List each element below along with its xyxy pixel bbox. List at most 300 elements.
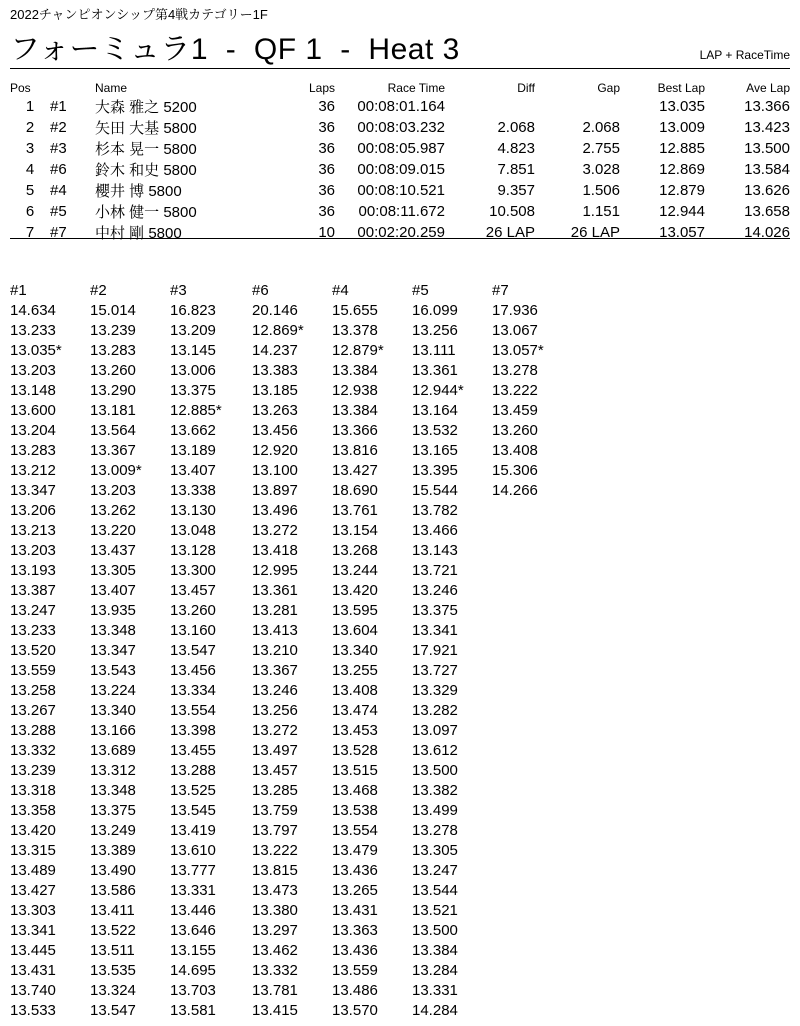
lap-time: 13.246 bbox=[252, 682, 298, 699]
ave-lap-cell: 14.026 bbox=[744, 224, 790, 241]
lap-time: 13.210 bbox=[252, 642, 298, 659]
lap-column bbox=[252, 281, 332, 1021]
lap-time: 13.782 bbox=[412, 502, 458, 519]
lap-time: 13.646 bbox=[170, 922, 216, 939]
lap-time: 16.099 bbox=[412, 302, 458, 319]
lap-time: 13.383 bbox=[252, 362, 298, 379]
table-row bbox=[10, 138, 790, 159]
lap-time: 13.260 bbox=[90, 362, 136, 379]
lap-time: 13.341 bbox=[412, 622, 458, 639]
lap-time: 13.520 bbox=[10, 642, 56, 659]
lap-time: 13.282 bbox=[412, 702, 458, 719]
lap-time: 13.312 bbox=[90, 762, 136, 779]
table-row bbox=[10, 117, 790, 138]
lap-time: 17.936 bbox=[492, 302, 538, 319]
lap-time: 13.559 bbox=[10, 662, 56, 679]
lap-time: 13.204 bbox=[10, 422, 56, 439]
pos-cell: 5 bbox=[25, 182, 35, 199]
lap-time: 13.431 bbox=[10, 962, 56, 979]
lap-time: 13.436 bbox=[332, 862, 378, 879]
gap-cell: 3.028 bbox=[582, 161, 620, 178]
table-row bbox=[10, 159, 790, 180]
lap-time: 13.689 bbox=[90, 742, 136, 759]
lap-time: 15.655 bbox=[332, 302, 378, 319]
page-title: フォーミュラ1 - QF 1 - Heat 3 bbox=[10, 33, 460, 66]
lap-time: 13.367 bbox=[252, 662, 298, 679]
lap-column bbox=[90, 281, 170, 1021]
lap-time: 13.545 bbox=[170, 802, 216, 819]
lap-time: 13.193 bbox=[10, 562, 56, 579]
lap-time: 13.378 bbox=[332, 322, 378, 339]
lap-time: 13.154 bbox=[332, 522, 378, 539]
lap-time: 13.189 bbox=[170, 442, 216, 459]
best-lap-cell: 13.009 bbox=[659, 119, 705, 136]
lap-time: 13.407 bbox=[170, 462, 216, 479]
lap-time: 13.268 bbox=[332, 542, 378, 559]
best-lap-cell: 12.885 bbox=[659, 140, 705, 157]
lap-time: 13.759 bbox=[252, 802, 298, 819]
laps-cell: 36 bbox=[318, 203, 335, 220]
lap-time: 13.332 bbox=[252, 962, 298, 979]
lap-time: 13.331 bbox=[412, 982, 458, 999]
lap-time: 13.303 bbox=[10, 902, 56, 919]
race-time-cell: 00:08:03.232 bbox=[357, 119, 445, 136]
lap-time: 15.306 bbox=[492, 462, 538, 479]
lap-time: 13.777 bbox=[170, 862, 216, 879]
lap-time: 13.466 bbox=[412, 522, 458, 539]
lap-time: 13.431 bbox=[332, 902, 378, 919]
pos-cell: 2 bbox=[25, 119, 35, 136]
gap-cell: 2.068 bbox=[582, 119, 620, 136]
race-time-cell: 00:08:10.521 bbox=[357, 182, 445, 199]
lap-time: 13.456 bbox=[170, 662, 216, 679]
pos-cell: 4 bbox=[25, 161, 35, 178]
lap-time: 13.554 bbox=[170, 702, 216, 719]
table-row bbox=[10, 201, 790, 222]
diff-cell: 4.823 bbox=[497, 140, 535, 157]
lap-time: 13.559 bbox=[332, 962, 378, 979]
lap-time: 13.305 bbox=[90, 562, 136, 579]
lap-time: 14.266 bbox=[492, 482, 538, 499]
lap-time: 13.453 bbox=[332, 722, 378, 739]
lap-time: 13.288 bbox=[170, 762, 216, 779]
lap-time: 13.206 bbox=[10, 502, 56, 519]
ave-lap-cell: 13.584 bbox=[744, 161, 790, 178]
lap-column-car-header: #2 bbox=[90, 282, 107, 299]
laps-cell: 36 bbox=[318, 140, 335, 157]
lap-time: 13.497 bbox=[252, 742, 298, 759]
lap-column-car-header: #6 bbox=[252, 282, 269, 299]
driver-name-cell: 矢田 大基 5800 bbox=[95, 120, 197, 137]
pos-cell: 7 bbox=[25, 224, 35, 241]
lap-time: 13.387 bbox=[10, 582, 56, 599]
lap-time: 13.363 bbox=[332, 922, 378, 939]
lap-time: 13.474 bbox=[332, 702, 378, 719]
lap-time: 13.761 bbox=[332, 502, 378, 519]
lap-time: 13.209 bbox=[170, 322, 216, 339]
lap-time: 13.547 bbox=[90, 1002, 136, 1019]
lap-time: 13.100 bbox=[252, 462, 298, 479]
lap-time: 13.500 bbox=[412, 762, 458, 779]
results-bottom-divider bbox=[10, 238, 790, 239]
diff-cell: 7.851 bbox=[497, 161, 535, 178]
lap-time: 13.427 bbox=[332, 462, 378, 479]
lap-time: 13.515 bbox=[332, 762, 378, 779]
lap-column-car-header: #1 bbox=[10, 282, 27, 299]
lap-time: 13.570 bbox=[332, 1002, 378, 1019]
laps-cell: 36 bbox=[318, 119, 335, 136]
lap-time: 13.297 bbox=[252, 922, 298, 939]
lap-time: 12.920 bbox=[252, 442, 298, 459]
lap-time: 13.415 bbox=[252, 1002, 298, 1019]
lap-time: 13.473 bbox=[252, 882, 298, 899]
col-pos-header: Pos bbox=[10, 80, 31, 95]
lap-time: 13.111 bbox=[412, 342, 456, 359]
lap-column bbox=[412, 281, 492, 1021]
lap-time: 13.267 bbox=[10, 702, 56, 719]
lap-time: 13.455 bbox=[170, 742, 216, 759]
lap-time: 13.395 bbox=[412, 462, 458, 479]
lap-time: 13.413 bbox=[252, 622, 298, 639]
lap-time: 13.457 bbox=[252, 762, 298, 779]
car-number-cell: #1 bbox=[50, 98, 67, 115]
car-number-cell: #3 bbox=[50, 140, 67, 157]
gap-cell: 1.506 bbox=[582, 182, 620, 199]
lap-time: 13.486 bbox=[332, 982, 378, 999]
lap-time: 13.721 bbox=[412, 562, 458, 579]
gap-cell: 2.755 bbox=[582, 140, 620, 157]
driver-name-cell: 小林 健一 5800 bbox=[95, 204, 197, 221]
lap-time: 13.361 bbox=[252, 582, 298, 599]
lap-time: 13.305 bbox=[412, 842, 458, 859]
lap-time: 13.283 bbox=[90, 342, 136, 359]
lap-time: 13.239 bbox=[10, 762, 56, 779]
lap-time: 13.246 bbox=[412, 582, 458, 599]
diff-cell bbox=[445, 96, 535, 117]
lap-time: 13.358 bbox=[10, 802, 56, 819]
lap-time: 13.249 bbox=[90, 822, 136, 839]
lap-time: 13.130 bbox=[170, 502, 216, 519]
lap-time: 13.398 bbox=[170, 722, 216, 739]
lap-time: 13.420 bbox=[332, 582, 378, 599]
col-ave-lap-header: Ave Lap bbox=[746, 80, 790, 95]
lap-time: 13.281 bbox=[252, 602, 298, 619]
lap-time: 13.341 bbox=[10, 922, 56, 939]
lap-time: 13.445 bbox=[10, 942, 56, 959]
diff-cell: 9.357 bbox=[497, 182, 535, 199]
lap-time: 13.407 bbox=[90, 582, 136, 599]
lap-time: 13.272 bbox=[252, 522, 298, 539]
lap-time: 14.237 bbox=[252, 342, 298, 359]
lap-time: 13.595 bbox=[332, 602, 378, 619]
lap-time: 13.586 bbox=[90, 882, 136, 899]
lap-time: 13.564 bbox=[90, 422, 136, 439]
lap-time: 13.375 bbox=[412, 602, 458, 619]
lap-time: 13.528 bbox=[332, 742, 378, 759]
lap-time: 13.285 bbox=[252, 782, 298, 799]
lap-time: 13.164 bbox=[412, 402, 458, 419]
lap-time: 13.543 bbox=[90, 662, 136, 679]
lap-time: 13.318 bbox=[10, 782, 56, 799]
lap-time: 12.944* bbox=[412, 382, 464, 399]
lap-time: 13.160 bbox=[170, 622, 216, 639]
driver-name-cell: 大森 雅之 5200 bbox=[95, 99, 197, 116]
driver-name-cell: 鈴木 和史 5800 bbox=[95, 162, 197, 179]
lap-time: 13.315 bbox=[10, 842, 56, 859]
lap-time: 13.361 bbox=[412, 362, 458, 379]
lap-time: 13.727 bbox=[412, 662, 458, 679]
diff-cell: 2.068 bbox=[497, 119, 535, 136]
lap-time: 14.695 bbox=[170, 962, 216, 979]
lap-time: 12.885* bbox=[170, 402, 222, 419]
car-number-cell: #7 bbox=[50, 224, 67, 241]
lap-time: 13.366 bbox=[332, 422, 378, 439]
race-time-cell: 00:08:05.987 bbox=[357, 140, 445, 157]
best-lap-cell: 12.944 bbox=[659, 203, 705, 220]
lap-time: 13.380 bbox=[252, 902, 298, 919]
ave-lap-cell: 13.423 bbox=[744, 119, 790, 136]
race-time-cell: 00:08:09.015 bbox=[357, 161, 445, 178]
lap-time: 13.511 bbox=[90, 942, 135, 959]
lap-time: 13.612 bbox=[412, 742, 458, 759]
lap-time: 13.035* bbox=[10, 342, 62, 359]
lap-time: 13.338 bbox=[170, 482, 216, 499]
lap-time: 13.533 bbox=[10, 1002, 56, 1019]
gap-cell bbox=[535, 96, 620, 117]
lap-time: 13.521 bbox=[412, 902, 458, 919]
lap-time: 13.256 bbox=[252, 702, 298, 719]
lap-time: 13.256 bbox=[412, 322, 458, 339]
table-row bbox=[10, 222, 790, 243]
lap-time: 13.181 bbox=[90, 402, 136, 419]
lap-time: 13.604 bbox=[332, 622, 378, 639]
results-header-row bbox=[10, 79, 790, 96]
lap-time: 13.418 bbox=[252, 542, 298, 559]
lap-time: 13.332 bbox=[10, 742, 56, 759]
col-name-header: Name bbox=[95, 80, 128, 95]
lap-time: 13.262 bbox=[90, 502, 136, 519]
lap-time: 13.255 bbox=[332, 662, 378, 679]
lap-time: 13.239 bbox=[90, 322, 136, 339]
lap-time: 13.389 bbox=[90, 842, 136, 859]
lap-time: 13.247 bbox=[10, 602, 56, 619]
lap-time: 13.427 bbox=[10, 882, 56, 899]
lap-time: 13.258 bbox=[10, 682, 56, 699]
lap-time: 13.367 bbox=[90, 442, 136, 459]
car-number-cell: #6 bbox=[50, 161, 67, 178]
lap-time: 14.634 bbox=[10, 302, 56, 319]
lap-time: 13.166 bbox=[90, 722, 136, 739]
lap-time: 13.244 bbox=[332, 562, 378, 579]
lap-time: 13.436 bbox=[332, 942, 378, 959]
lap-time: 13.532 bbox=[412, 422, 458, 439]
lap-time: 13.347 bbox=[10, 482, 56, 499]
table-row bbox=[10, 96, 790, 117]
lap-time: 13.247 bbox=[412, 862, 458, 879]
lap-time: 13.935 bbox=[90, 602, 136, 619]
laps-cell: 36 bbox=[318, 98, 335, 115]
lap-time: 12.869* bbox=[252, 322, 304, 339]
lap-column bbox=[332, 281, 412, 1021]
laps-cell: 36 bbox=[318, 161, 335, 178]
diff-cell: 10.508 bbox=[489, 203, 535, 220]
lap-time: 13.703 bbox=[170, 982, 216, 999]
lap-time: 13.203 bbox=[10, 542, 56, 559]
lap-time: 13.272 bbox=[252, 722, 298, 739]
lap-time: 13.145 bbox=[170, 342, 216, 359]
lap-time: 13.222 bbox=[252, 842, 298, 859]
lap-time: 13.490 bbox=[90, 862, 136, 879]
lap-column-car-header: #3 bbox=[170, 282, 187, 299]
lap-time: 13.384 bbox=[332, 362, 378, 379]
lap-time: 13.740 bbox=[10, 982, 56, 999]
table-row bbox=[10, 180, 790, 201]
driver-name-cell: 中村 剛 5800 bbox=[95, 225, 182, 242]
lap-time: 13.535 bbox=[90, 962, 136, 979]
lap-time: 13.283 bbox=[10, 442, 56, 459]
ave-lap-cell: 13.658 bbox=[744, 203, 790, 220]
lap-time: 13.348 bbox=[90, 622, 136, 639]
lap-time: 13.220 bbox=[90, 522, 136, 539]
race-time-cell: 00:08:11.672 bbox=[358, 203, 445, 220]
lap-time: 13.222 bbox=[492, 382, 538, 399]
car-number-cell: #4 bbox=[50, 182, 67, 199]
pos-cell: 1 bbox=[25, 98, 35, 115]
lap-time: 13.411 bbox=[90, 902, 135, 919]
lap-time: 13.006 bbox=[170, 362, 216, 379]
lap-time: 13.815 bbox=[252, 862, 298, 879]
ave-lap-cell: 13.366 bbox=[744, 98, 790, 115]
lap-time: 13.499 bbox=[412, 802, 458, 819]
lap-time: 13.420 bbox=[10, 822, 56, 839]
lap-time: 13.797 bbox=[252, 822, 298, 839]
lap-time: 13.224 bbox=[90, 682, 136, 699]
ave-lap-cell: 13.626 bbox=[744, 182, 790, 199]
lap-time: 13.610 bbox=[170, 842, 216, 859]
lap-time: 13.662 bbox=[170, 422, 216, 439]
lap-time: 13.331 bbox=[170, 882, 216, 899]
lap-time: 18.690 bbox=[332, 482, 378, 499]
lap-time: 13.600 bbox=[10, 402, 56, 419]
lap-time: 13.554 bbox=[332, 822, 378, 839]
lap-time: 13.128 bbox=[170, 542, 216, 559]
laps-cell: 36 bbox=[318, 182, 335, 199]
lap-time: 13.278 bbox=[492, 362, 538, 379]
col-diff-header: Diff bbox=[517, 80, 535, 95]
top-divider bbox=[10, 68, 790, 69]
lap-time: 13.462 bbox=[252, 942, 298, 959]
diff-cell: 26 LAP bbox=[485, 224, 535, 241]
lap-time: 13.408 bbox=[332, 682, 378, 699]
lap-time: 13.781 bbox=[252, 982, 298, 999]
lap-time: 13.525 bbox=[170, 782, 216, 799]
lap-time: 13.538 bbox=[332, 802, 378, 819]
lap-time: 15.544 bbox=[412, 482, 458, 499]
lap-time: 14.284 bbox=[412, 1002, 458, 1019]
lap-column-car-header: #4 bbox=[332, 282, 349, 299]
lap-time: 15.014 bbox=[90, 302, 136, 319]
lap-time: 13.067 bbox=[492, 322, 538, 339]
lap-time: 13.278 bbox=[412, 822, 458, 839]
lap-time: 13.816 bbox=[332, 442, 378, 459]
lap-time: 13.384 bbox=[332, 402, 378, 419]
lap-time: 12.879* bbox=[332, 342, 384, 359]
lap-time: 12.995 bbox=[252, 562, 298, 579]
lap-time: 13.213 bbox=[10, 522, 56, 539]
lap-column-car-header: #7 bbox=[492, 282, 509, 299]
lap-time: 13.544 bbox=[412, 882, 458, 899]
driver-name-cell: 櫻井 博 5800 bbox=[95, 183, 182, 200]
lap-time: 13.897 bbox=[252, 482, 298, 499]
lap-time: 13.459 bbox=[492, 402, 538, 419]
col-best-lap-header: Best Lap bbox=[657, 80, 705, 95]
lap-time: 13.522 bbox=[90, 922, 136, 939]
col-laps-header: Laps bbox=[308, 80, 335, 95]
lap-time: 13.547 bbox=[170, 642, 216, 659]
lap-time: 13.260 bbox=[492, 422, 538, 439]
lap-time: 13.457 bbox=[170, 582, 216, 599]
best-lap-cell: 12.879 bbox=[659, 182, 705, 199]
lap-time: 13.334 bbox=[170, 682, 216, 699]
lap-time: 13.265 bbox=[332, 882, 378, 899]
lap-time: 13.263 bbox=[252, 402, 298, 419]
lap-time: 12.938 bbox=[332, 382, 378, 399]
lap-time: 13.347 bbox=[90, 642, 136, 659]
pos-cell: 3 bbox=[25, 140, 35, 157]
lap-time: 13.324 bbox=[90, 982, 136, 999]
lap-time: 13.446 bbox=[170, 902, 216, 919]
lap-time: 13.340 bbox=[332, 642, 378, 659]
lap-time: 13.203 bbox=[10, 362, 56, 379]
lap-time: 13.384 bbox=[412, 942, 458, 959]
lap-time: 13.300 bbox=[170, 562, 216, 579]
lap-time: 16.823 bbox=[170, 302, 216, 319]
lap-time: 13.419 bbox=[170, 822, 216, 839]
lap-time: 13.489 bbox=[10, 862, 56, 879]
lap-time: 13.375 bbox=[170, 382, 216, 399]
ave-lap-cell: 13.500 bbox=[744, 140, 790, 157]
lap-time: 13.048 bbox=[170, 522, 216, 539]
lap-time: 13.185 bbox=[252, 382, 298, 399]
lap-time: 13.408 bbox=[492, 442, 538, 459]
lap-time: 17.921 bbox=[412, 642, 458, 659]
report-mode-label: LAP + RaceTime bbox=[699, 48, 790, 62]
lap-time: 13.500 bbox=[412, 922, 458, 939]
lap-time: 13.340 bbox=[90, 702, 136, 719]
lap-time: 13.375 bbox=[90, 802, 136, 819]
car-number-cell: #5 bbox=[50, 203, 67, 220]
lap-time: 13.233 bbox=[10, 622, 56, 639]
lap-time: 13.288 bbox=[10, 722, 56, 739]
lap-column-car-header: #5 bbox=[412, 282, 429, 299]
lap-time: 13.284 bbox=[412, 962, 458, 979]
lap-time: 13.496 bbox=[252, 502, 298, 519]
lap-time: 13.479 bbox=[332, 842, 378, 859]
gap-cell: 1.151 bbox=[582, 203, 620, 220]
race-time-cell: 00:08:01.164 bbox=[357, 98, 445, 115]
lap-time: 13.329 bbox=[412, 682, 458, 699]
lap-time: 13.348 bbox=[90, 782, 136, 799]
lap-time: 13.233 bbox=[10, 322, 56, 339]
driver-name-cell: 杉本 晃一 5800 bbox=[95, 141, 197, 158]
lap-time: 13.212 bbox=[10, 462, 56, 479]
lap-time: 13.260 bbox=[170, 602, 216, 619]
lap-time: 13.009* bbox=[90, 462, 142, 479]
best-lap-cell: 13.035 bbox=[659, 98, 705, 115]
col-gap-header: Gap bbox=[597, 80, 620, 95]
car-number-cell: #2 bbox=[50, 119, 67, 136]
lap-column bbox=[492, 281, 572, 501]
